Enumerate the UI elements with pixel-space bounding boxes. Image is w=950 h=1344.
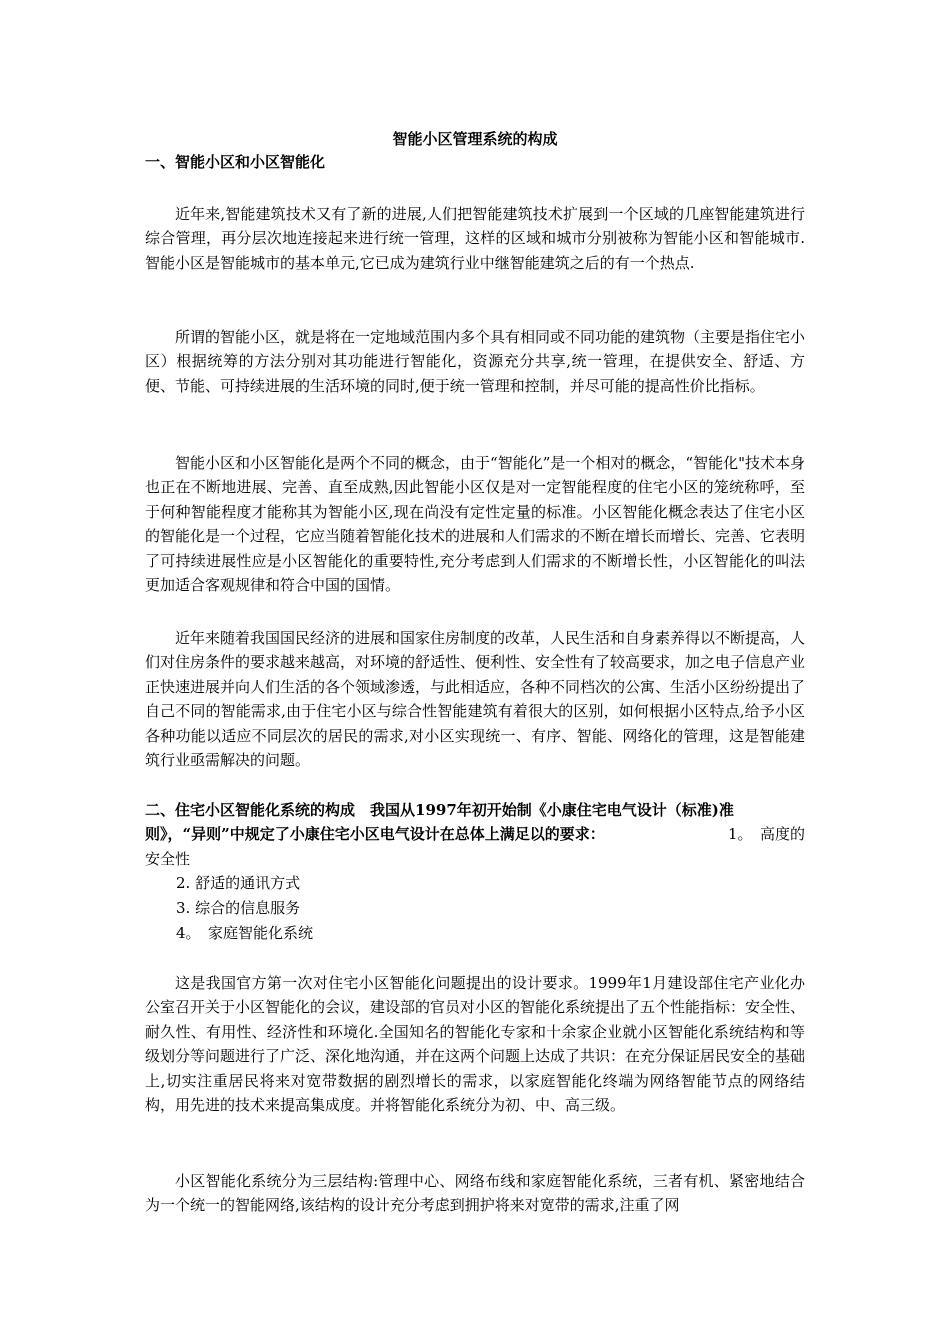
list-item-1-continued: 安全性: [145, 849, 191, 868]
list-item-4: 4。 家庭智能化系统: [176, 924, 314, 942]
paragraph-5: 这是我国官方第一次对住宅小区智能化问题提出的设计要求。1999年1月建设部住宅产业化办公室召开关于小区智能化的会议，建设部的官员对小区的智能化系统提出了五个性能指标：安全性、耐久性、有用性、经济性和环境化.全国知名的智能化专家和十余家企业就小区智能化系统结构和等级划分等问题进行了广泛、深化地沟通，并在这两个问题上达成了共识：在充分保证居民安全的基础上,切实注重居民将来对宽带数据的剧烈增长的需求，以家庭智能化终端为网络智能节点的网络结构，用先进的技术来提高集成度。并将智能化系统分为初、中、高三级。: [145, 974, 806, 1115]
paragraph-4: 近年来随着我国国民经济的进展和国家住房制度的改革，人民生活和自身素养得以不断提高，人们对住房条件的要求越来越高，对环境的舒适性、便利性、安全性有了较高要求，加之电子信息产业正快速进展并向人们生活的各个领域渗透，与此相适应，各种不同档次的公寓、生活小区纷纷提出了自己不同的智能需求,由于住宅小区与综合性智能建筑有着很大的区别，如何根据小区特点,给予小区各种功能以适应不同层次的居民的需求,对小区实现统一、有序、智能、网络化的管理，这是智能建筑行业亟需解决的问题。: [145, 629, 806, 770]
list-item-1: 1。 高度的: [727, 825, 805, 844]
section-2-heading: [145, 798, 805, 871]
section-2-heading-line-2-row: [145, 822, 805, 846]
section-1-heading: 一、智能小区和小区智能化: [145, 153, 326, 171]
paragraph-6: 小区智能化系统分为三层结构:管理中心、网络布线和家庭智能化系统，三者有机、紧密地结合为一个统一的智能网络,该结构的设计充分考虑到拥护将来对宽带的需求,注重了网: [145, 1172, 805, 1215]
list-item-3: 3. 综合的信息服务: [176, 899, 301, 917]
list-item-2: 2. 舒适的通讯方式: [176, 874, 301, 892]
paragraph-3: 智能小区和小区智能化是两个不同的概念，由于“智能化”是一个相对的概念，“智能化"技术本身也正在不断地进展、完善、直至成熟,因此智能小区仅是对一定智能程度的住宅小区的笼统称呼，至于何种智能程度才能称其为智能小区,现在尚没有定性定量的标准。小区智能化概念表达了住宅小区的智能化是一个过程，它应当随着智能化技术的进展和人们需求的不断在增长而增长、完善、它表明了可持续进展性应是小区智能化的重要特性,充分考虑到人们需求的不断增长性，小区智能化的叫法更加适合客观规律和符合中国的国情。: [145, 454, 806, 595]
section-2-heading-line-2: 则》，“异则”中规定了小康住宅小区电气设计在总体上满足以的要求：: [145, 825, 605, 844]
section-2-heading-line-1: 二、住宅小区智能化系统的构成 我国从1997年初开始制《小康住宅电气设计（标准)准: [145, 801, 734, 819]
paragraph-1: 近年来,智能建筑技术又有了新的进展,人们把智能建筑技术扩展到一个区域的几座智能建筑进行综合管理，再分层次地连接起来进行统一管理，这样的区域和城市分别被称为智能小区和智能城市.智能小区是智能城市的基本单元,它已成为建筑行业中继智能建筑之后的有一个热点.: [145, 205, 805, 272]
document-title: 智能小区管理系统的构成: [392, 130, 558, 148]
paragraph-2: 所谓的智能小区，就是将在一定地域范围内多个具有相同或不同功能的建筑物（主要是指住宅小区）根据统筹的方法分别对其功能进行智能化，资源充分共享,统一管理，在提供安全、舒适、方便、节能、可持续进展的生活环境的同时,便于统一管理和控制，并尽可能的提高性价比指标。: [145, 328, 806, 395]
